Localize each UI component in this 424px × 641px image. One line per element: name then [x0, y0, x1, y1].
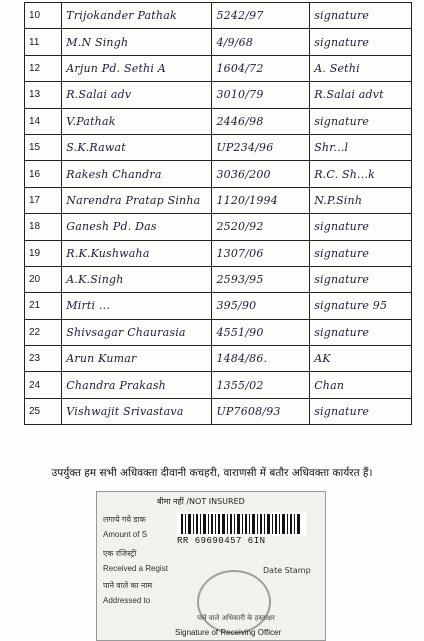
receiving-officer-label: Signature of Receiving Officer	[175, 628, 282, 637]
barcode-icon	[177, 512, 307, 536]
statement-text: उपर्युक्त हम सभी अधिवक्ता दीवानी कचहरी, वाराणसी में बतौर अधिवक्ता कार्यरत हैं।	[51, 467, 373, 479]
advocate-name: Rakesh Chandra	[66, 167, 162, 181]
advocate-name: Shivsagar Chaurasia	[66, 325, 186, 339]
receipt-header: बीमा नहीं /NOT INSURED	[157, 497, 245, 506]
table-row	[25, 82, 412, 108]
receipt-line-1: लगाये गये डाक	[103, 515, 146, 524]
advocate-name: A.K.Singh	[66, 273, 124, 287]
advocate-signature: R.C. Sh...k	[314, 167, 375, 181]
enrolment-number: 3036/200	[216, 167, 271, 181]
row-number: 16	[29, 168, 41, 180]
advocate-name: Vishwajit Srivastava	[66, 405, 184, 419]
table-row	[25, 108, 412, 134]
table-row	[25, 266, 412, 292]
table-row	[25, 187, 412, 213]
row-number: 20	[29, 274, 41, 286]
receipt-line-3: एक रजिस्ट्री	[103, 549, 137, 558]
receipt-line-4: Received a Regist	[103, 564, 168, 573]
advocate-name: Arjun Pd. Sethi A	[66, 61, 166, 75]
advocate-signature: A. Sethi	[314, 61, 360, 75]
enrolment-number: 1120/1994	[216, 193, 278, 207]
advocate-name: Ganesh Pd. Das	[66, 220, 157, 234]
row-number: 14	[29, 115, 41, 127]
barcode	[177, 512, 307, 536]
enrolment-number: 1307/06	[216, 246, 264, 260]
table-row	[25, 372, 412, 398]
table-row	[25, 240, 412, 266]
advocate-name: Trijokander Pathak	[66, 9, 177, 23]
enrolment-number: 395/90	[216, 299, 257, 313]
table-row	[25, 161, 412, 187]
enrolment-number: 5242/97	[216, 9, 264, 23]
advocate-name: Mirti ...	[66, 299, 111, 313]
advocate-signature: signature	[314, 35, 370, 49]
receipt-line-5: पाने वाले का नाम	[103, 581, 153, 590]
row-number: 21	[29, 300, 41, 312]
row-number: 12	[29, 62, 41, 74]
enrolment-number: 4551/90	[216, 325, 264, 339]
row-number: 18	[29, 221, 41, 233]
table-row	[25, 55, 412, 81]
postmark-stamp	[197, 570, 271, 634]
table-row	[25, 346, 412, 372]
receipt-line-2: Amount of S	[103, 530, 148, 539]
rr-number: RR 69690457 6IN	[177, 536, 266, 546]
row-number: 25	[29, 406, 41, 418]
table-row	[25, 29, 412, 55]
advocate-signature: signature	[314, 325, 370, 339]
enrolment-number: 3010/79	[216, 88, 264, 102]
row-number: 17	[29, 194, 41, 206]
receiver-hindi-label: पाने वाले अधिकारी के हस्ताक्षर	[197, 614, 275, 622]
advocate-name: M.N Singh	[66, 35, 129, 49]
table-row	[25, 214, 412, 240]
register-rows	[25, 3, 412, 425]
row-number: 19	[29, 247, 41, 259]
enrolment-number: 2593/95	[216, 273, 264, 287]
advocate-name: Narendra Pratap Sinha	[66, 193, 201, 207]
table-row	[25, 319, 412, 345]
advocate-signature: signature	[314, 246, 370, 260]
enrolment-number: 2520/92	[216, 220, 264, 234]
table-row	[25, 293, 412, 319]
table-row	[25, 398, 412, 424]
table-row	[25, 134, 412, 160]
advocate-signature: R.Salai advt	[314, 88, 384, 102]
advocate-signature: Chan	[314, 378, 345, 392]
table-row	[25, 3, 412, 29]
enrolment-number: 1484/86.	[216, 352, 268, 366]
advocate-signature: signature	[314, 273, 370, 287]
enrolment-number: UP234/96	[216, 141, 274, 155]
date-stamp-label: Date Stamp	[263, 566, 311, 575]
enrolment-number: 4/9/68	[216, 35, 254, 49]
row-number: 15	[29, 142, 41, 154]
advocate-name: R.K.Kushwaha	[66, 246, 150, 260]
receipt-line-6: Addressed to	[103, 596, 151, 605]
enrolment-number: UP7608/93	[216, 405, 281, 419]
enrolment-number: 1604/72	[216, 61, 264, 75]
advocate-signature: AK	[314, 352, 331, 366]
advocate-signature: signature	[314, 9, 370, 23]
advocate-signature: signature	[314, 220, 370, 234]
advocate-name: Chandra Prakash	[66, 378, 166, 392]
advocate-signature: signature 95	[314, 299, 388, 313]
enrolment-number: 1355/02	[216, 378, 264, 392]
advocate-name: S.K.Rawat	[66, 141, 126, 155]
postal-receipt	[96, 491, 326, 641]
row-number: 24	[29, 379, 41, 391]
enrolment-number: 2446/98	[216, 114, 264, 128]
row-number: 22	[29, 326, 41, 338]
row-number: 23	[29, 353, 41, 365]
row-number: 13	[29, 89, 41, 101]
row-number: 11	[29, 36, 40, 48]
advocate-signature: signature	[314, 405, 370, 419]
advocate-register-table	[24, 2, 412, 425]
advocate-signature: N.P.Sinh	[314, 193, 363, 207]
advocate-name: R.Salai adv	[66, 88, 132, 102]
row-number: 10	[29, 10, 41, 22]
advocate-name: Arun Kumar	[66, 352, 137, 366]
advocate-name: V.Pathak	[66, 114, 116, 128]
advocate-signature: signature	[314, 114, 370, 128]
advocate-signature: Shr...l	[314, 141, 349, 155]
